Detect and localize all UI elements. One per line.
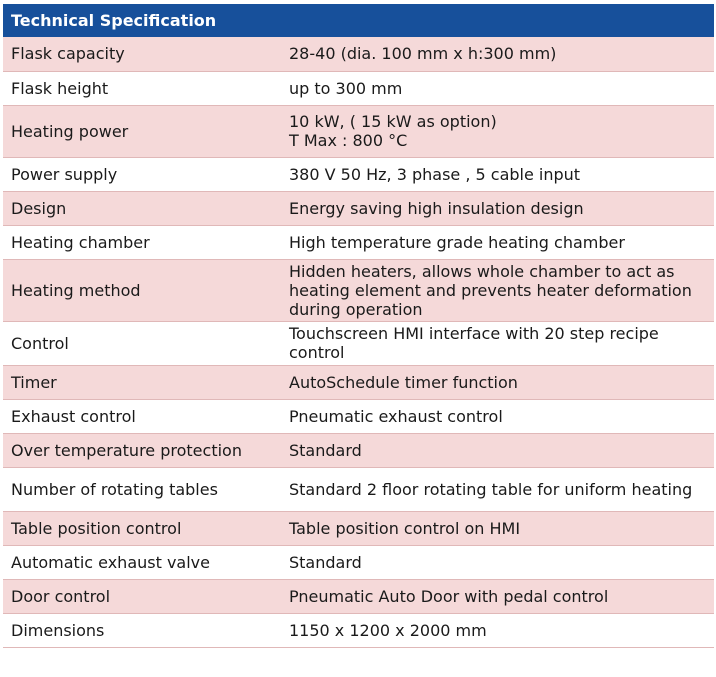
spec-label: Number of rotating tables <box>3 467 282 511</box>
spec-label: Heating chamber <box>3 225 282 259</box>
table-row <box>3 365 714 399</box>
spec-label: Control <box>3 321 282 365</box>
spec-label: Table position control <box>3 511 282 545</box>
spec-label: Automatic exhaust valve <box>3 545 282 579</box>
table-row <box>3 105 714 157</box>
spec-value: 10 kW, ( 15 kW as option) T Max : 800 °C <box>282 105 714 157</box>
spec-value: Pneumatic Auto Door with pedal control <box>282 579 714 613</box>
table-row <box>3 433 714 467</box>
spec-value: 380 V 50 Hz, 3 phase , 5 cable input <box>282 157 714 191</box>
spec-value: Touchscreen HMI interface with 20 step recipe control <box>282 321 714 365</box>
spec-label: Power supply <box>3 157 282 191</box>
table-row <box>3 225 714 259</box>
spec-value: up to 300 mm <box>282 71 714 105</box>
spec-value: 1150 x 1200 x 2000 mm <box>282 613 714 647</box>
spec-value: AutoSchedule timer function <box>282 365 714 399</box>
spec-label: Flask capacity <box>3 37 282 71</box>
table-header-row <box>3 4 714 37</box>
spec-value: Standard 2 floor rotating table for uniform heating <box>282 467 714 511</box>
technical-specification-table <box>3 4 714 648</box>
spec-label: Flask height <box>3 71 282 105</box>
spec-value: 28-40 (dia. 100 mm x h:300 mm) <box>282 37 714 71</box>
table-row <box>3 157 714 191</box>
spec-value: High temperature grade heating chamber <box>282 225 714 259</box>
spec-label: Over temperature protection <box>3 433 282 467</box>
table-title: Technical Specification <box>3 4 714 37</box>
table-row <box>3 259 714 321</box>
table-row <box>3 579 714 613</box>
spec-value: Hidden heaters, allows whole chamber to act as heating element and prevents heater deformation during operation <box>282 259 714 321</box>
table-row <box>3 191 714 225</box>
spec-value: Standard <box>282 433 714 467</box>
spec-label: Heating method <box>3 259 282 321</box>
spec-value: Standard <box>282 545 714 579</box>
table-row <box>3 71 714 105</box>
spec-label: Timer <box>3 365 282 399</box>
spec-label: Heating power <box>3 105 282 157</box>
table-row <box>3 399 714 433</box>
table-row <box>3 545 714 579</box>
table-row <box>3 613 714 647</box>
table-row <box>3 467 714 511</box>
spec-label: Exhaust control <box>3 399 282 433</box>
spec-value: Table position control on HMI <box>282 511 714 545</box>
spec-value: Pneumatic exhaust control <box>282 399 714 433</box>
spec-label: Design <box>3 191 282 225</box>
spec-label: Door control <box>3 579 282 613</box>
table-row <box>3 321 714 365</box>
table-body <box>3 37 714 647</box>
table-row <box>3 37 714 71</box>
spec-value: Energy saving high insulation design <box>282 191 714 225</box>
spec-label: Dimensions <box>3 613 282 647</box>
table-row <box>3 511 714 545</box>
